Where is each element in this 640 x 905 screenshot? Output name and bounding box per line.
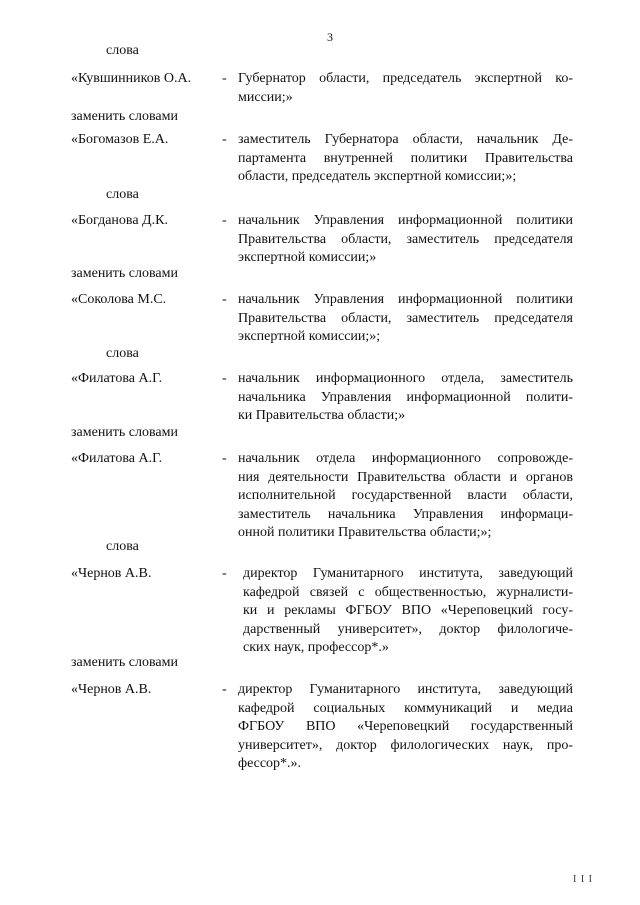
dash-separator: - <box>222 566 227 581</box>
dash-separator: - <box>222 132 227 147</box>
position-description: заместитель Губернатора области, начальник Де- партамента внутренней политики Правительства области, председатель экспертной комиссии;»; <box>238 132 573 184</box>
label-replace-with: заменить словами <box>71 425 178 440</box>
person-name: «Филатова А.Г. <box>71 371 163 386</box>
label-replace-with: заменить словами <box>71 266 178 281</box>
person-name: «Чернов А.В. <box>71 566 152 581</box>
label-slova: слова <box>106 187 139 202</box>
footer-mark: I I I <box>573 874 593 885</box>
dash-separator: - <box>222 371 227 386</box>
person-name: «Кувшинников О.А. <box>71 71 192 86</box>
position-description: начальник отдела информационного сопровожде- ния деятельности Правительства области и органов исполнительной государственной власти области, заместитель начальника Управления информаци- онной политики Правительства области;»; <box>238 451 573 540</box>
person-name: «Чернов А.В. <box>71 682 152 697</box>
label-slova: слова <box>106 43 139 58</box>
dash-separator: - <box>222 682 227 697</box>
dash-separator: - <box>222 71 227 86</box>
position-description: начальник информационного отдела, заместитель начальника Управления информационной полити- ки Правительства области;» <box>238 371 573 423</box>
dash-separator: - <box>222 213 227 228</box>
person-name: «Соколова М.С. <box>71 292 167 307</box>
person-name: «Богомазов Е.А. <box>71 132 169 147</box>
position-description: директор Гуманитарного института, заведующий кафедрой социальных коммуникаций и медиа ФГБОУ ВПО «Череповецкий государственный университет», доктор филологических наук, про- фессор*.». <box>238 682 573 771</box>
position-description: директор Гуманитарного института, заведующий кафедрой связей с общественностью, журналисти- ки и рекламы ФГБОУ ВПО «Череповецкий госу- дарственный университет», доктор филологиче- ских наук, профессор*.» <box>243 566 573 655</box>
position-description: начальник Управления информационной политики Правительства области, заместитель председателя экспертной комиссии;»; <box>238 292 573 344</box>
position-description: начальник Управления информационной политики Правительства области, заместитель председателя экспертной комиссии;» <box>238 213 573 265</box>
person-name: «Богданова Д.К. <box>71 213 168 228</box>
position-description: Губернатор области, председатель экспертной ко- миссии;» <box>238 71 573 105</box>
dash-separator: - <box>222 292 227 307</box>
page-number: 3 <box>327 30 333 44</box>
label-slova: слова <box>106 346 139 361</box>
person-name: «Филатова А.Г. <box>71 451 163 466</box>
label-replace-with: заменить словами <box>71 655 178 670</box>
label-replace-with: заменить словами <box>71 109 178 124</box>
dash-separator: - <box>222 451 227 466</box>
label-slova: слова <box>106 539 139 554</box>
